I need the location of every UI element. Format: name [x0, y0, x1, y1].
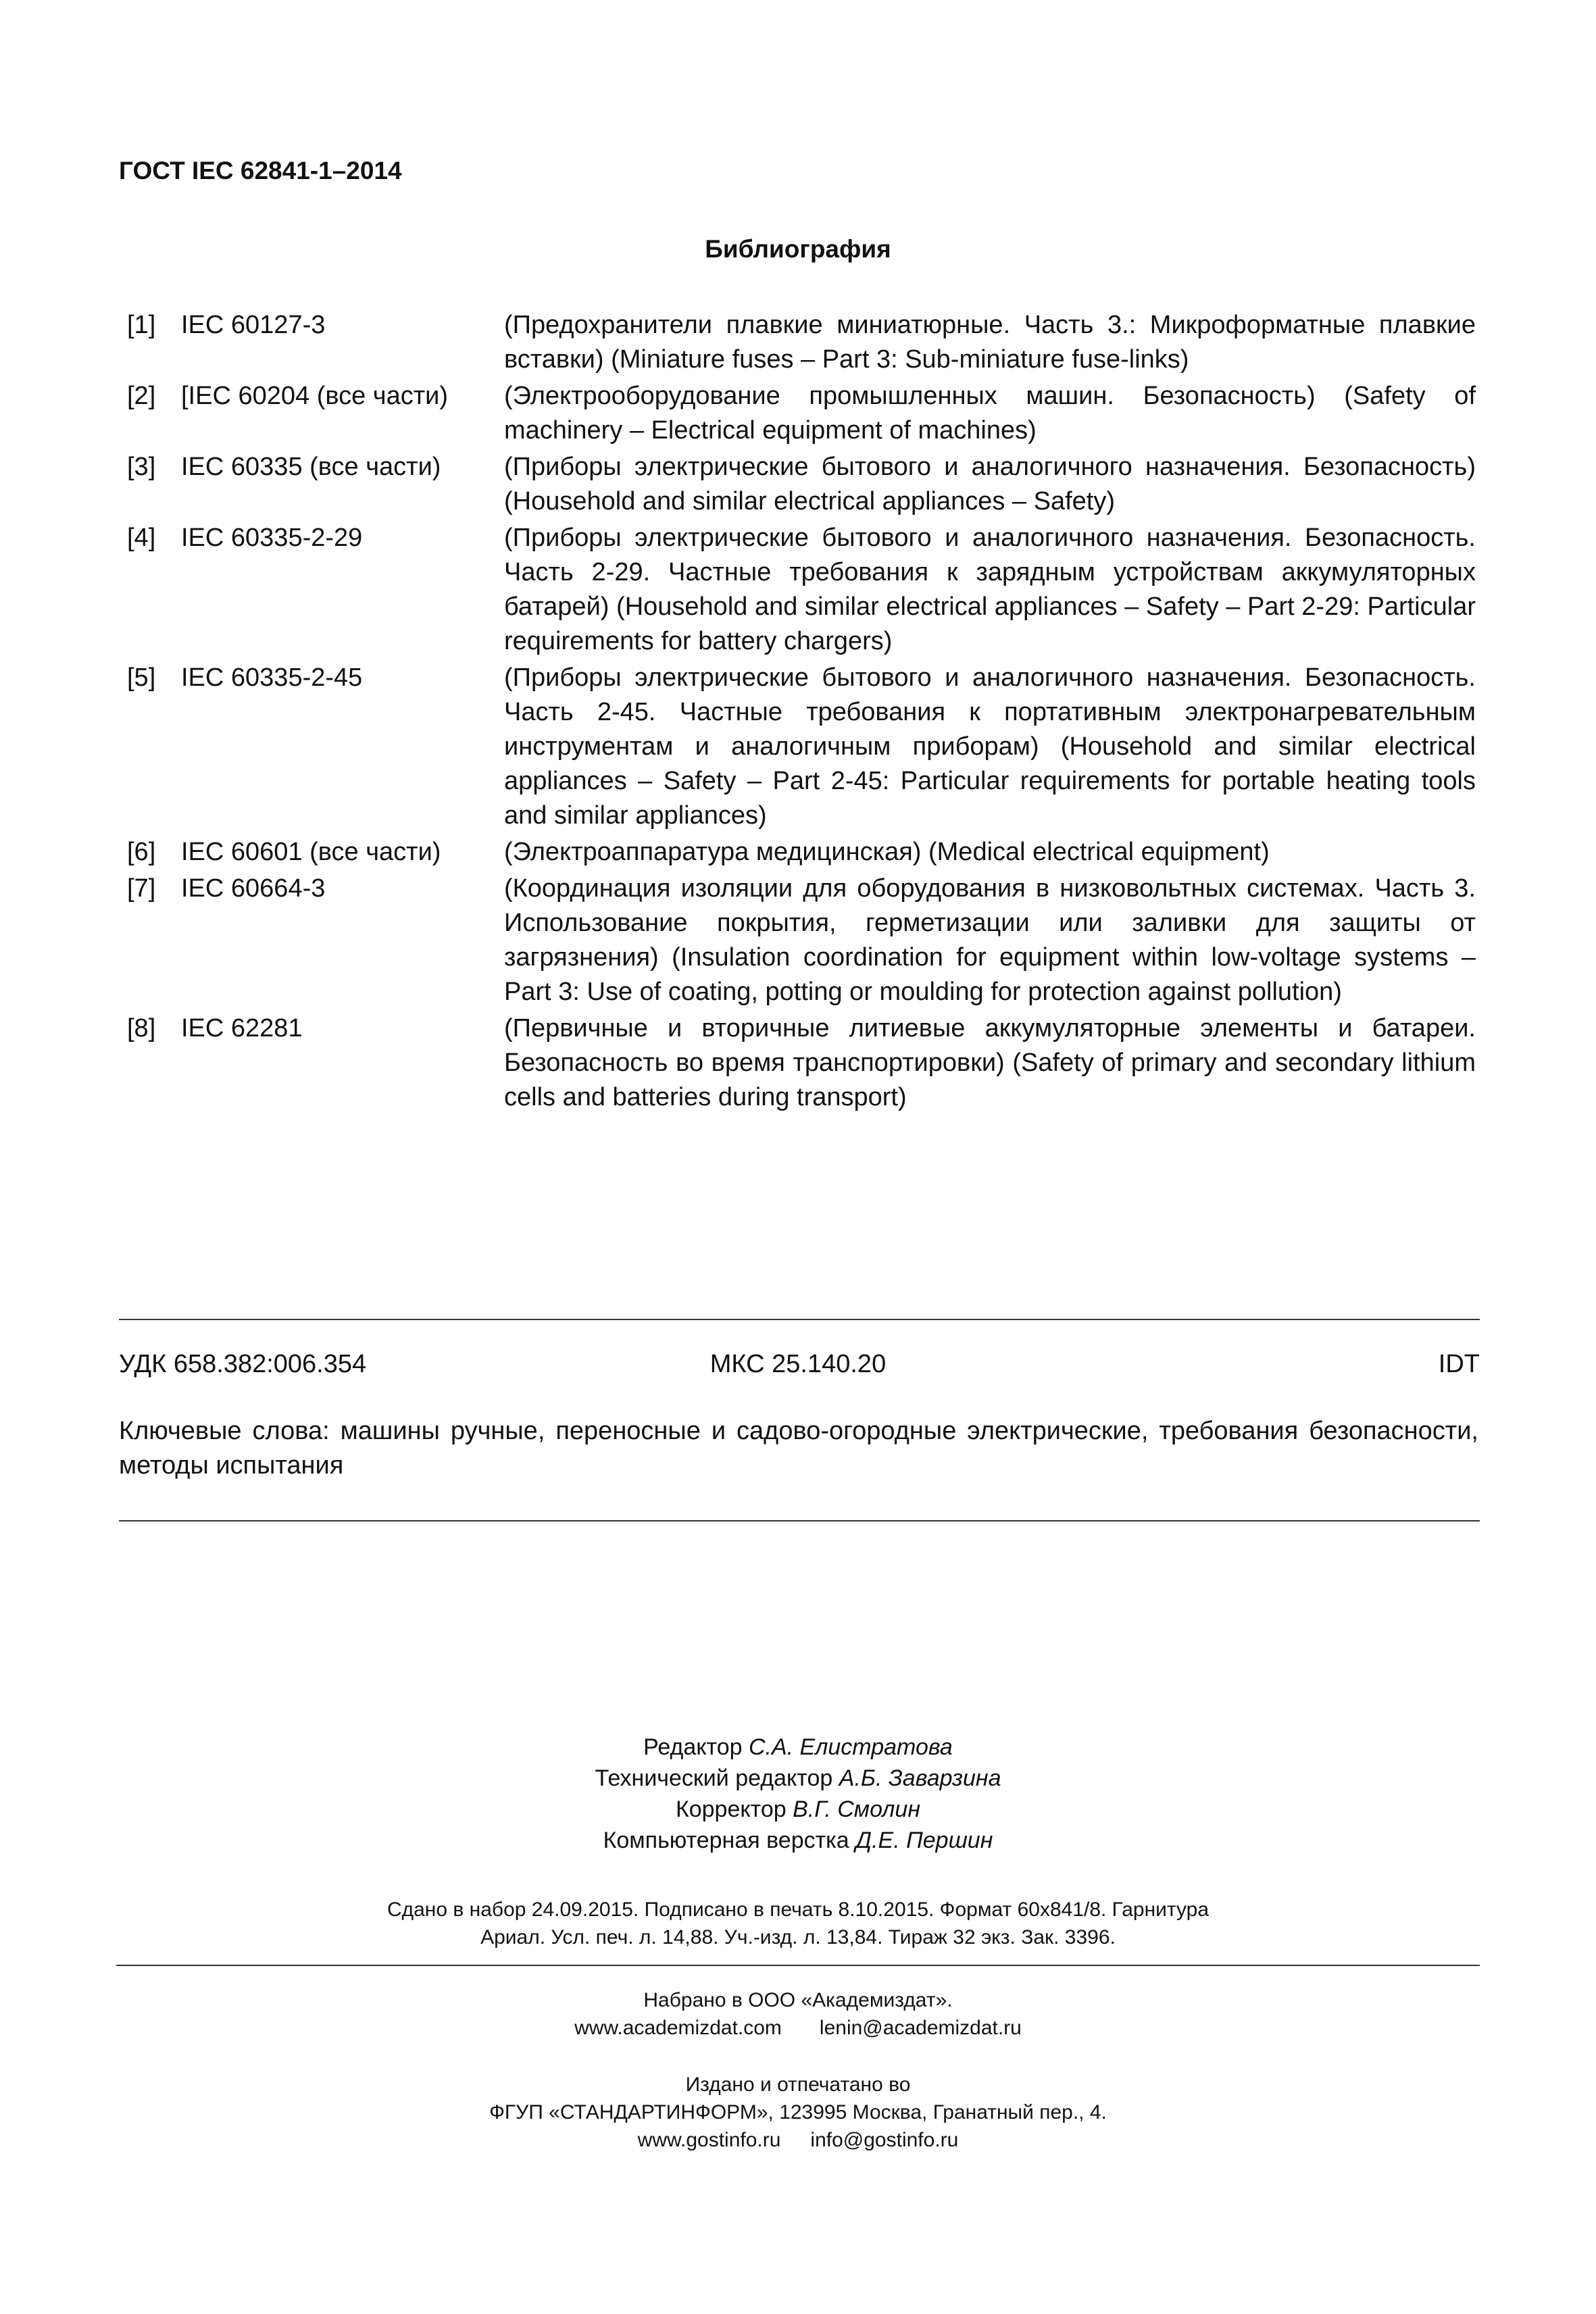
bib-number: [5] [127, 663, 156, 692]
bib-description: (Электроаппаратура медицинская) (Medical electrical equipment) [504, 838, 1270, 866]
divider-print [116, 1965, 1480, 1966]
bib-description: (Приборы электрические бытового и аналогичного назначения. Безопасность. Часть 2-29. Частные требования к зарядным устройствам аккумуляторных батарей) (Household and similar electrical appliances – Safety – Part 2-29: Particular requirements for battery chargers) [504, 524, 1476, 655]
bib-standard-code: IEC 60335-2-29 [181, 524, 363, 552]
typeset-by: Набрано в ООО «Академиздат». [643, 1989, 953, 2011]
publisher-block [0, 1986, 1596, 2154]
bib-number: [8] [127, 1014, 156, 1042]
bibliography-item [127, 308, 1476, 377]
bib-standard-code: IEC 60127-3 [181, 311, 326, 339]
idt-mark: IDT [1438, 1350, 1480, 1378]
credit-role: Корректор [675, 1796, 787, 1822]
bib-number: [6] [127, 838, 156, 866]
typeset-site-link[interactable]: www.academizdat.com [574, 2017, 782, 2039]
credit-name: Д.Е. Першин [855, 1828, 993, 1853]
print-info-line: Ариал. Усл. печ. л. 14,88. Уч.-изд. л. 13,84. Тираж 32 экз. Зак. 3396. [480, 1926, 1116, 1948]
bib-description: (Электрооборудование промышленных машин. Безопасность) (Safety of machinery – Electrical equipment of machines) [504, 382, 1476, 445]
bib-description: (Предохранители плавкие миниатюрные. Часть 3.: Микроформатные плавкие вставки) (Miniature fuses – Part 3: Sub-miniature fuse-links) [504, 311, 1476, 374]
udk-code: УДК 658.382:006.354 [119, 1350, 367, 1378]
typeset-email-link[interactable]: lenin@academizdat.ru [819, 2017, 1022, 2039]
bib-standard-code: IEC 60601 (все части) [181, 838, 441, 866]
printed-org: ФГУП «СТАНДАРТИНФОРМ», 123995 Москва, Гранатный пер., 4. [489, 2101, 1107, 2123]
bib-standard-code: IEC 60335 (все части) [181, 453, 441, 481]
credit-role: Редактор [643, 1734, 743, 1760]
credit-line [0, 1825, 1596, 1856]
bibliography-item [127, 872, 1476, 1009]
print-info-line: Сдано в набор 24.09.2015. Подписано в печать 8.10.2015. Формат 60x841/8. Гарнитура [386, 1898, 1210, 1921]
bib-number: [3] [127, 453, 156, 481]
bibliography-item [127, 1011, 1476, 1115]
credit-line [0, 1763, 1596, 1794]
credit-line [0, 1732, 1596, 1763]
divider-top [119, 1319, 1480, 1320]
printed-by: Издано и отпечатано во [685, 2073, 911, 2096]
printed-contacts [0, 2126, 1596, 2154]
bibliography-item [127, 521, 1476, 659]
credit-name: С.А. Елистратова [748, 1734, 953, 1760]
bibliography-list [127, 308, 1476, 1117]
printed-site-link[interactable]: www.gostinfo.ru [637, 2129, 781, 2151]
bib-standard-code: IEC 60664-3 [181, 874, 326, 903]
credit-role: Компьютерная верстка [603, 1828, 849, 1853]
bib-number: [4] [127, 524, 156, 552]
bibliography-title: Библиография [705, 235, 891, 263]
bibliography-item [127, 379, 1476, 448]
credits-block [0, 1732, 1596, 1856]
bib-number: [7] [127, 874, 156, 903]
bib-number: [1] [127, 311, 156, 339]
bib-description: (Приборы электрические бытового и аналогичного назначения. Безопасность. Часть 2-45. Частные требования к портативным электронагревательным инструментам и аналогичным приборам) (Household and similar electrical appliances – Safety – Part 2-45: Particular requirements for portable heating tools and similar appliances) [504, 663, 1476, 830]
printed-email-link[interactable]: info@gostinfo.ru [810, 2129, 959, 2151]
bib-standard-code: [IEC 60204 (все части) [181, 382, 449, 410]
credit-line [0, 1794, 1596, 1825]
bibliography-item [127, 835, 1476, 870]
document-code: ГОСТ IEC 62841-1–2014 [119, 157, 402, 184]
typeset-contacts [0, 2014, 1596, 2042]
bib-description: (Координация изоляции для оборудования в низковольтных системах. Часть 3. Использование покрытия, герметизации или заливки для защиты от загрязнения) (Insulation coordination for equipment within low-voltage systems – Part 3: Use of coating, potting or moulding for protection against pollution) [504, 874, 1476, 1006]
credit-role: Технический редактор [595, 1765, 833, 1791]
bibliography-item [127, 450, 1476, 519]
credit-name: В.Г. Смолин [793, 1796, 921, 1822]
mks-code: МКС 25.140.20 [709, 1350, 887, 1378]
bib-standard-code: IEC 62281 [181, 1014, 303, 1042]
print-info [0, 1896, 1596, 1951]
bibliography-item [127, 661, 1476, 833]
bib-standard-code: IEC 60335-2-45 [181, 663, 363, 692]
divider-bottom [119, 1520, 1480, 1521]
credit-name: А.Б. Заварзина [839, 1765, 1001, 1791]
bib-description: (Приборы электрические бытового и аналогичного назначения. Безопасность) (Household and similar electrical appliances – Safety) [504, 453, 1476, 515]
bib-description: (Первичные и вторичные литиевые аккумуляторные элементы и батареи. Безопасность во время транспортировки) (Safety of primary and secondary lithium cells and batteries during transport) [504, 1014, 1476, 1111]
keywords: Ключевые слова: машины ручные, переносные и садово-огородные электрические, требования безопасности, методы испытания [119, 1417, 1478, 1480]
bib-number: [2] [127, 382, 156, 410]
